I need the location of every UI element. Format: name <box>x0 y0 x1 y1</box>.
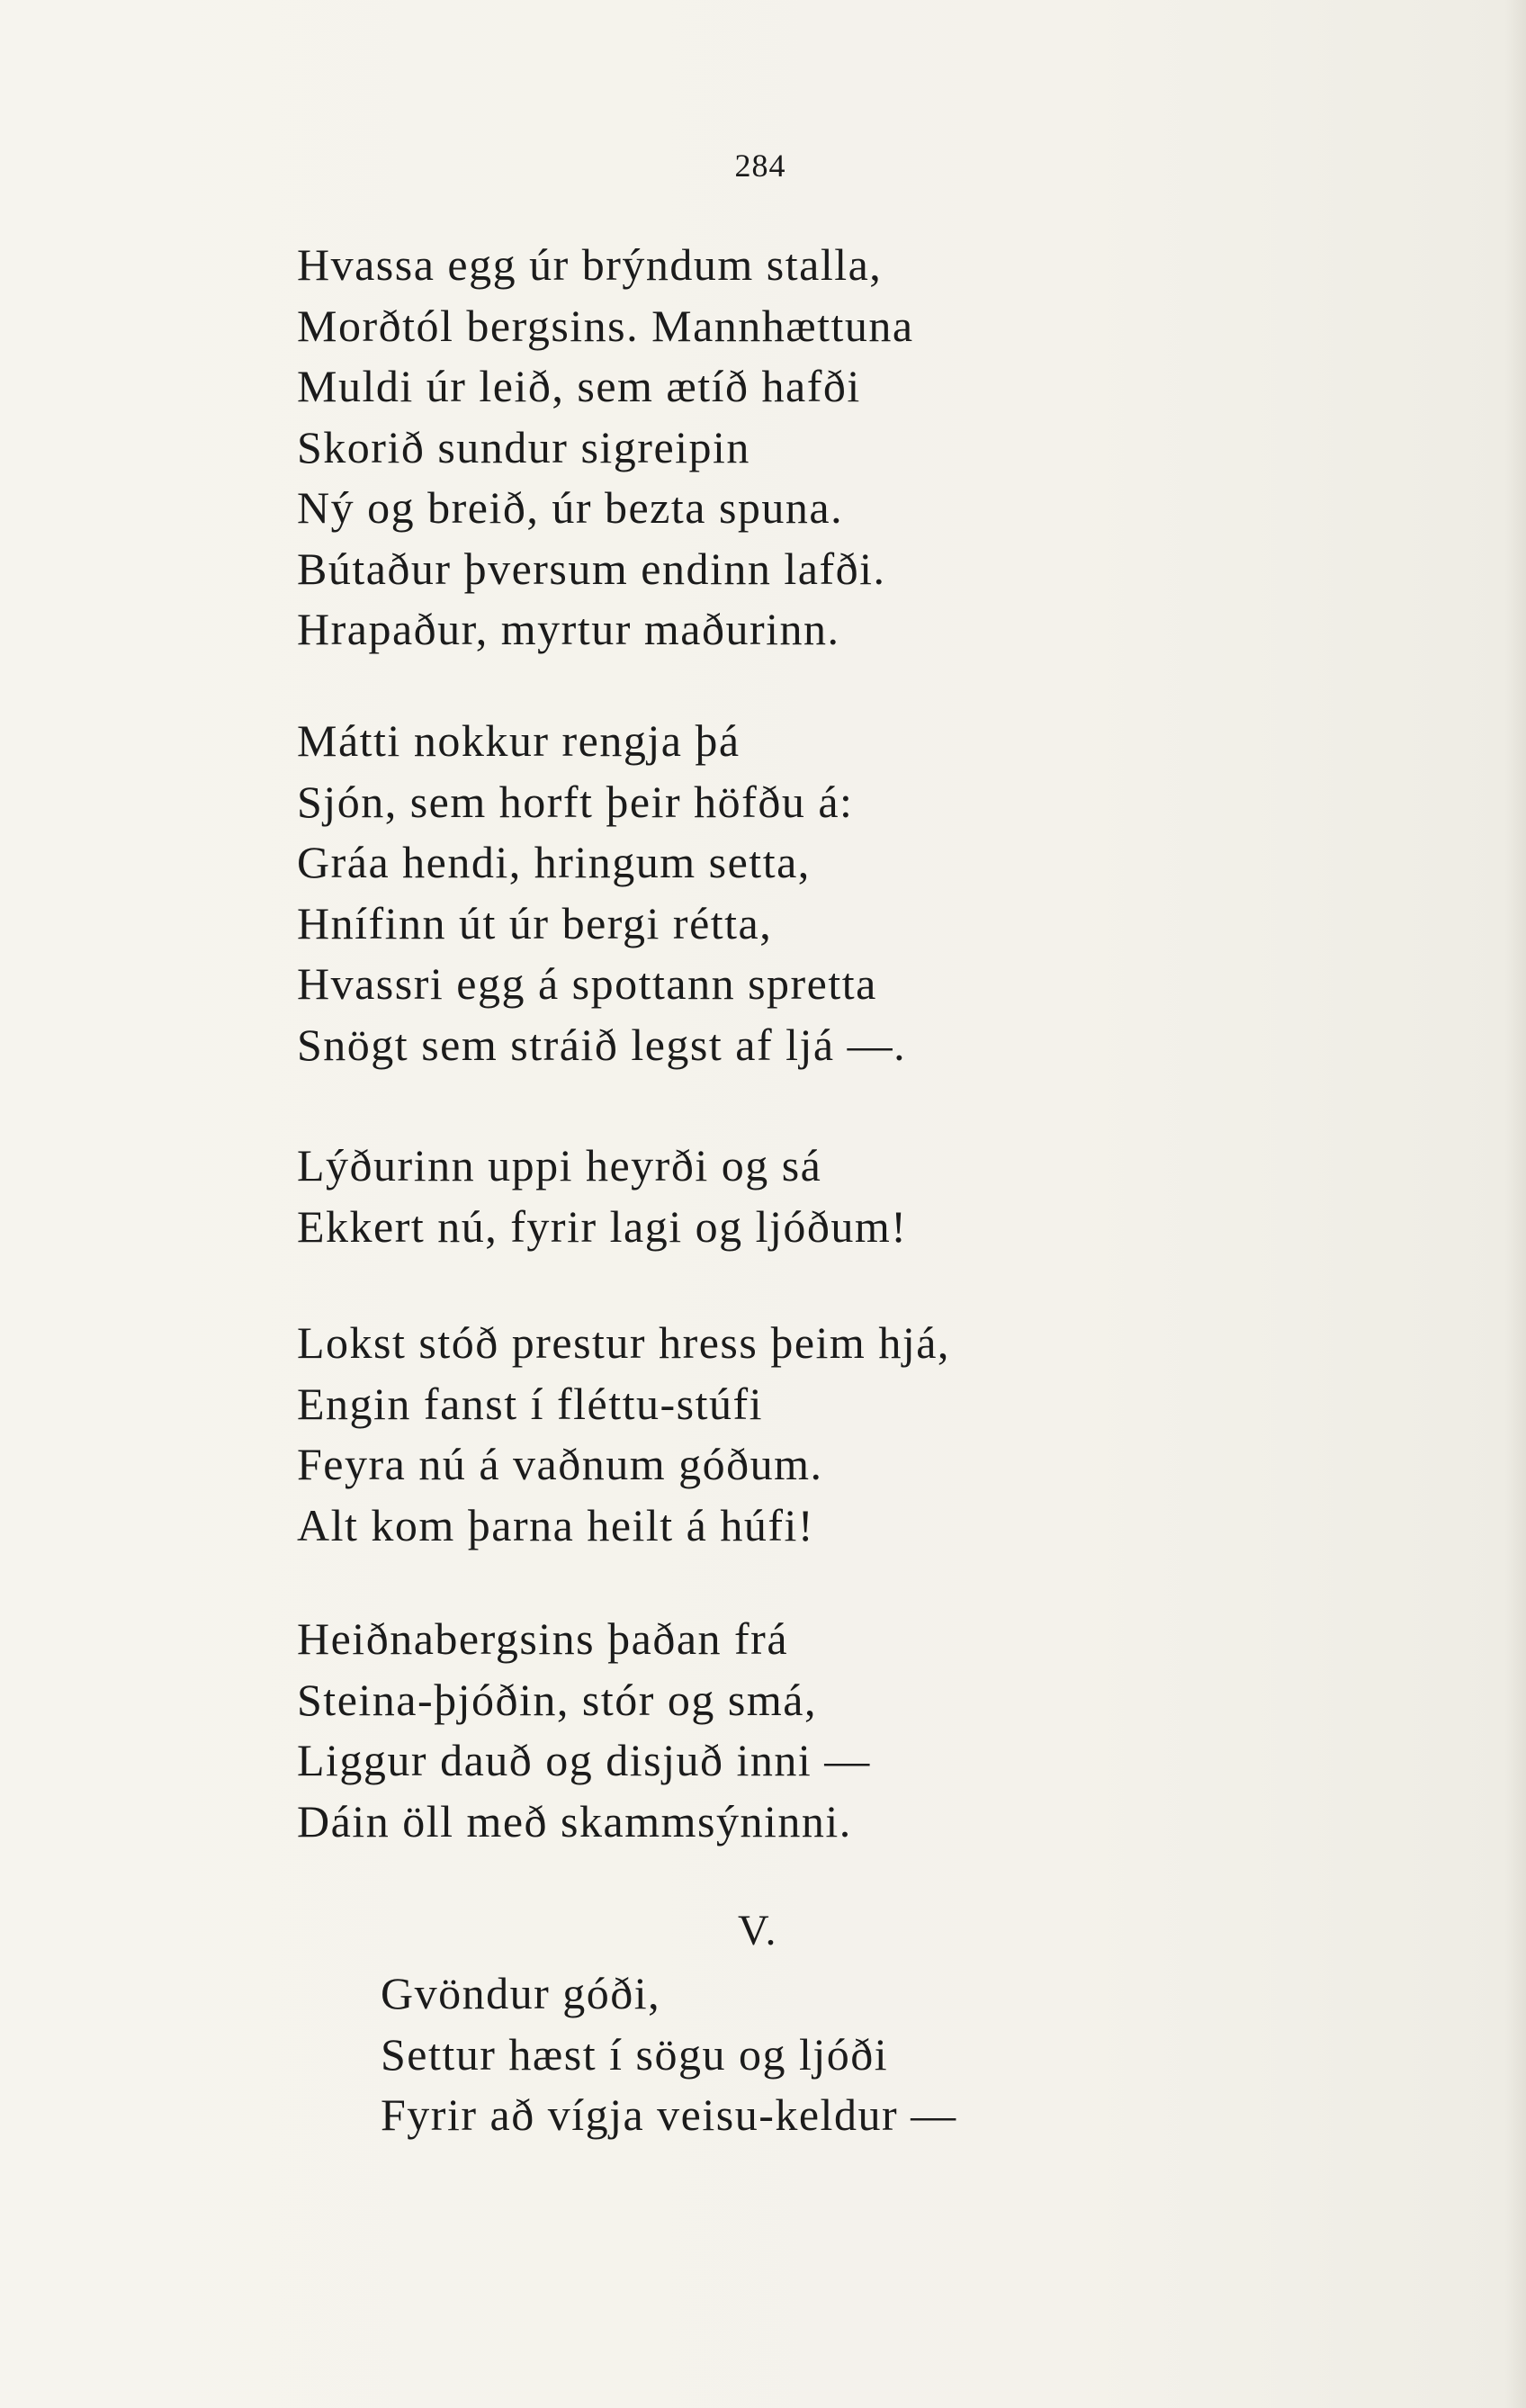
stanza-6 <box>381 1963 957 2146</box>
verse-line: Dáin öll með skammsýninni. <box>297 1795 852 1846</box>
verse-line: Feyra nú á vaðnum góðum. <box>297 1439 823 1489</box>
verse-line: Skorið sundur sigreipin <box>297 421 750 472</box>
verse-line: Alt kom þarna heilt á húfi! <box>297 1499 815 1550</box>
verse-line: Bútaður þversum endinn lafði. <box>297 543 886 594</box>
verse-line: Sjón, sem horft þeir höfðu á: <box>297 776 854 827</box>
stanza-3 <box>297 1136 907 1257</box>
verse-line: Engin fanst í fléttu-stúfi <box>297 1378 764 1429</box>
verse-line: Steina-þjóðin, stór og smá, <box>297 1674 817 1725</box>
verse-line: Hrapaður, myrtur maðurinn. <box>297 604 840 654</box>
verse-line: Morðtól bergsins. Mannhættuna <box>297 300 914 351</box>
section-heading: V. <box>738 1907 778 1954</box>
verse-line: Lýðurinn uppi heyrði og sá <box>297 1140 822 1191</box>
verse-line: Gvöndur góði, <box>381 1968 661 2018</box>
verse-line: Lokst stóð prestur hress þeim hjá, <box>297 1317 950 1368</box>
verse-line: Ekkert nú, fyrir lagi og ljóðum! <box>297 1200 908 1252</box>
verse-line: Mátti nokkur rengja þá <box>297 715 741 766</box>
verse-line: Ný og breið, úr bezta spuna. <box>297 482 844 533</box>
stanza-2 <box>297 711 906 1075</box>
page-number: 284 <box>734 148 786 184</box>
verse-line: Heiðnabergsins þaðan frá <box>297 1613 789 1664</box>
verse-line: Gráa hendi, hringum setta, <box>297 837 811 887</box>
page-edge-shadow <box>1504 0 1526 2408</box>
verse-line: Snögt sem stráið legst af ljá —. <box>297 1019 907 1070</box>
stanza-4 <box>297 1313 950 1556</box>
verse-line: Settur hæst í sögu og ljóði <box>381 2028 889 2080</box>
verse-line: Hnífinn út úr bergi rétta, <box>297 897 773 948</box>
verse-line: Hvassri egg á spottann spretta <box>297 958 877 1009</box>
stanza-5 <box>297 1609 871 1852</box>
verse-line: Fyrir að vígja veisu-keldur — <box>381 2089 957 2140</box>
verse-line: Hvassa egg úr brýndum stalla, <box>297 239 883 290</box>
stanza-1 <box>297 235 914 660</box>
verse-line: Liggur dauð og disjuð inni — <box>297 1735 871 1785</box>
verse-line: Muldi úr leið, sem ætíð hafði <box>297 361 861 411</box>
